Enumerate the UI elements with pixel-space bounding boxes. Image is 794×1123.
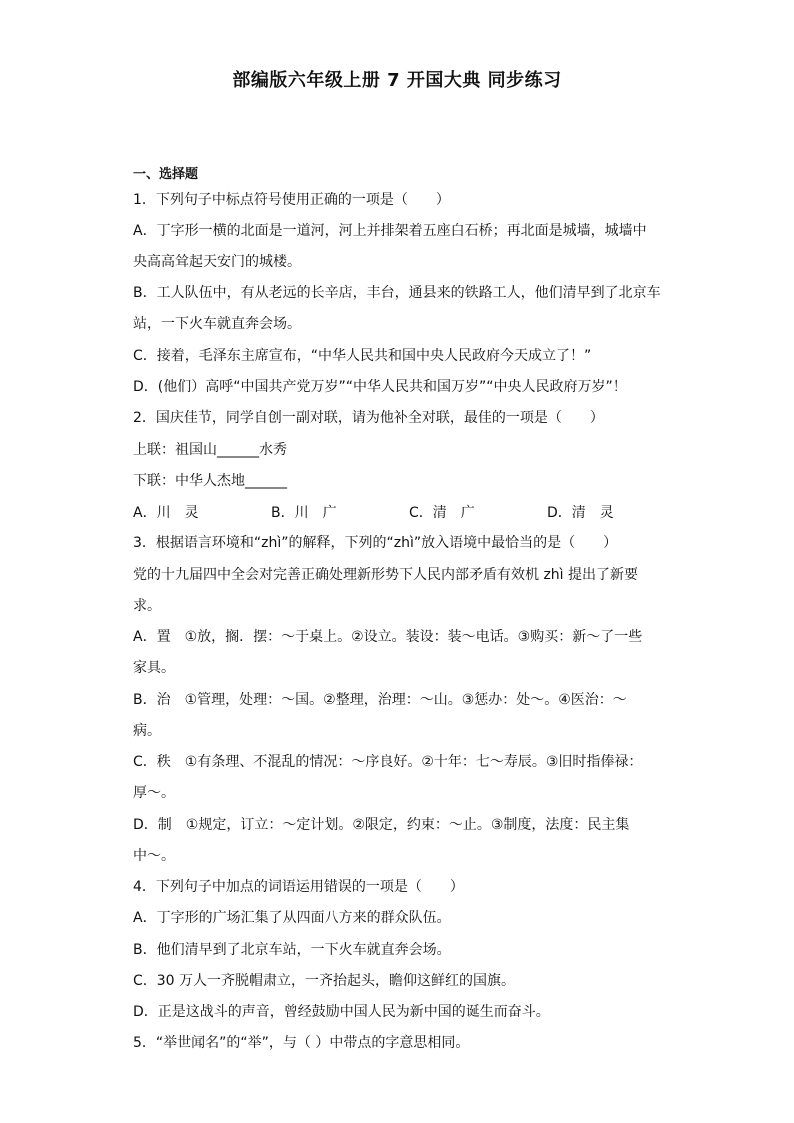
section-heading: 一、选择题 bbox=[133, 167, 199, 182]
q2-lower-couplet: 下联：中华人杰地______ bbox=[133, 473, 287, 489]
q2-option-c: C．清 广 bbox=[409, 505, 475, 521]
q5-stem: 5．“举世闻名”的“举”，与（ ）中带点的字意思相同。 bbox=[133, 1035, 470, 1051]
q2-options bbox=[133, 502, 693, 522]
q1-option-a-line2: 央高高耸起天安门的城楼。 bbox=[133, 254, 301, 270]
q3-option-d-line1: D．制 ①规定，订立：～定计划。②限定，约束：～止。③制度，法度：民主集 bbox=[133, 817, 630, 833]
q2-upper-couplet: 上联：祖国山______水秀 bbox=[133, 442, 287, 458]
q1-stem: 1．下列句子中标点符号使用正确的一项是（ ） bbox=[133, 192, 450, 208]
q2-option-d: D．清 灵 bbox=[547, 505, 614, 521]
q1-option-d: D．(他们）高呼“中国共产党万岁”“中华人民共和国万岁”“中央人民政府万岁”！ bbox=[133, 379, 627, 395]
q1-option-a-line1: A．丁字形一横的北面是一道河，河上并排架着五座白石桥；再北面是城墙，城墙中 bbox=[133, 223, 647, 239]
q2-option-b: B．川 广 bbox=[271, 505, 337, 521]
q3-option-d-line2: 中～。 bbox=[133, 848, 175, 864]
q4-option-a: A．丁字形的广场汇集了从四面八方来的群众队伍。 bbox=[133, 910, 451, 926]
page-title: 部编版六年级上册 7 开国大典 同步练习 bbox=[232, 70, 562, 91]
q1-option-c: C．接着，毛泽东主席宣布，“中华人民共和国中央人民政府今天成立了！” bbox=[133, 348, 592, 364]
q3-option-b-line1: B．治 ①管理，处理：～国。②整理，治理：～山。③惩办：处～。④医治：～ bbox=[133, 692, 627, 708]
q3-context-line2: 求。 bbox=[133, 598, 161, 614]
q2-stem: 2．国庆佳节，同学自创一副对联，请为他补全对联，最佳的一项是（ ） bbox=[133, 410, 604, 426]
q1-option-b-line2: 站，一下火车就直奔会场。 bbox=[133, 316, 301, 332]
q4-stem: 4．下列句子中加点的词语运用错误的一项是（ ） bbox=[133, 879, 464, 895]
q3-context-line1: 党的十九届四中全会对完善正确处理新形势下人民内部矛盾有效机 zhì 提出了新要 bbox=[133, 567, 639, 583]
q4-option-b: B．他们清早到了北京车站，一下火车就直奔会场。 bbox=[133, 942, 451, 958]
q4-option-c: C．30 万人一齐脱帽肃立，一齐抬起头，瞻仰这鲜红的国旗。 bbox=[133, 973, 516, 989]
q3-option-b-line2: 病。 bbox=[133, 723, 161, 739]
q2-option-a: A．川 灵 bbox=[133, 505, 199, 521]
q3-option-c-line2: 厚～。 bbox=[133, 785, 175, 801]
q3-option-a-line1: A．置 ①放，搁．摆：～于桌上。②设立。装设：装～电话。③购买：新～了一些 bbox=[133, 629, 643, 645]
q3-option-a-line2: 家具。 bbox=[133, 660, 175, 676]
q1-option-b-line1: B．工人队伍中，有从老远的长辛店，丰台，通县来的铁路工人，他们清早到了北京车 bbox=[133, 285, 661, 301]
q3-stem: 3．根据语言环境和“zhì”的解释，下列的“zhì”放入语境中最恰当的是（ ） bbox=[133, 535, 618, 551]
q4-option-d: D．正是这战斗的声音，曾经鼓励中国人民为新中国的诞生而奋斗。 bbox=[133, 1004, 550, 1020]
q3-option-c-line1: C．秩 ①有条理、不混乱的情况：～序良好。②十年：七～寿辰。③旧时指俸禄： bbox=[133, 754, 643, 770]
